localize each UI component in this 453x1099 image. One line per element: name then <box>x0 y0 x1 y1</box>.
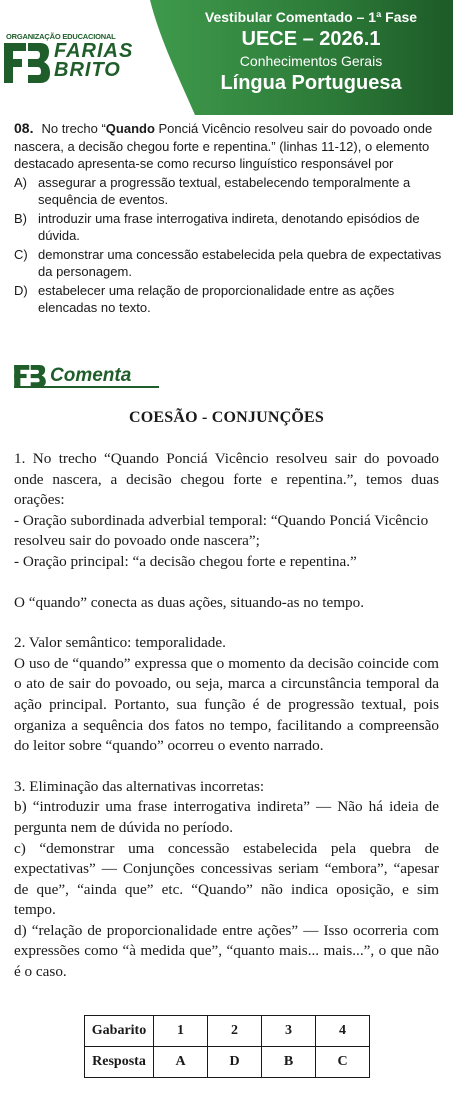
stem-post: Ponciá Vicêncio resolveu sair do povoado onde nascera, a decisão chegou forte e repentina.” (linhas 11-12), o elemento destacado apresenta-se como recurso linguístico responsável por <box>14 121 433 171</box>
exam-edition: UECE – 2026.1 <box>241 28 381 50</box>
commentary-paragraph: O uso de “quando” expressa que o momento da decisão coincide com o ato de sair do povoado, ou seja, marca a circunstância temporal da ação principal. Portanto, sua função é de progressão textual, pois organiza a sequência dos fatos no tempo, facilitando a compreensão do leitor sobre “quando” ocorreu o evento narrado. <box>14 654 439 755</box>
commentary-item: b) “introduzir uma frase interrogativa indireta” — Não há ideia de pergunta nem de dúvida no período. <box>14 798 439 836</box>
table-cell: 1 <box>154 1016 208 1047</box>
comenta-label: Comenta <box>50 365 132 386</box>
stem-highlight: Quando <box>105 121 155 136</box>
alternative-d <box>14 282 444 317</box>
alternative-text: demonstrar uma concessão estabelecida pela quebra de expectativas da personagem. <box>38 246 442 279</box>
commentary-title: COESÃO - CONJUNÇÕES <box>129 409 324 426</box>
question-stem <box>14 120 444 173</box>
answer-table <box>84 1015 370 1078</box>
alternative-c <box>14 246 444 281</box>
logo-name-line1: FARIAS <box>54 40 134 62</box>
commentary-item: c) “demonstrar uma concessão estabelecida pela quebra de expectativas” — Conjunções concessivas seriam “embora”, “apesar de que”, “ainda que” etc. “Quando” não indica oposição, e sim tempo. <box>14 839 439 919</box>
exam-title: Vestibular Comentado – 1ª Fase <box>204 9 418 25</box>
commentary-bullet: - Oração subordinada adverbial temporal: “Quando Ponciá Vicêncio resolveu sair do povoado onde nascera”; <box>14 511 429 550</box>
question-number: 08. <box>14 120 34 136</box>
table-cell: D <box>208 1047 262 1078</box>
alternative-b <box>14 210 444 245</box>
farias-brito-logo <box>4 30 134 86</box>
exam-subject: Língua Portuguesa <box>220 72 402 94</box>
comenta-underline <box>14 386 159 388</box>
table-cell: B <box>262 1047 316 1078</box>
commentary-paragraph: 1. No trecho “Quando Ponciá Vicêncio resolveu sair do povoado onde nascera, a decisão chegou forte e repentina.”, temos duas orações: <box>14 450 439 509</box>
table-cell: A <box>154 1047 208 1078</box>
table-cell: 2 <box>208 1016 262 1047</box>
commentary-body <box>14 449 439 983</box>
alternative-letter: A) <box>14 174 27 190</box>
header-titles <box>181 8 441 96</box>
table-row <box>85 1047 370 1078</box>
alternative-letter: D) <box>14 282 28 298</box>
commentary-paragraph: O “quando” conecta as duas ações, situando-as no tempo. <box>14 593 365 611</box>
commentary-heading: 2. Valor semântico: temporalidade. <box>14 634 226 652</box>
comenta-banner <box>14 364 159 388</box>
alternative-letter: B) <box>14 210 27 226</box>
fb-monogram-icon <box>14 365 46 387</box>
question-block <box>14 120 444 317</box>
commentary-bullet: - Oração principal: “a decisão chegou forte e repentina.” <box>14 552 357 570</box>
logo-org-label: ORGANIZAÇÃO EDUCACIONAL <box>6 32 116 41</box>
alternative-text: introduzir uma frase interrogativa indireta, denotando episódios de dúvida. <box>38 210 420 243</box>
logo-name-line2: BRITO <box>54 59 121 81</box>
table-header-cell: Resposta <box>85 1047 154 1078</box>
exam-section: Conhecimentos Gerais <box>239 53 383 69</box>
fb-monogram-icon <box>4 43 50 83</box>
stem-pre: No trecho “ <box>41 121 106 136</box>
alternative-text: assegurar a progressão textual, estabelecendo temporalmente a sequência de eventos. <box>38 174 411 207</box>
table-cell: 4 <box>316 1016 370 1047</box>
alternative-a <box>14 174 444 209</box>
table-header-cell: Gabarito <box>85 1016 154 1047</box>
commentary-heading: 3. Eliminação das alternativas incorretas: <box>14 777 265 795</box>
table-cell: C <box>316 1047 370 1078</box>
table-row <box>85 1016 370 1047</box>
alternative-text: estabelecer uma relação de proporcionalidade entre as ações elencadas no texto. <box>38 282 395 315</box>
table-cell: 3 <box>262 1016 316 1047</box>
alternative-letter: C) <box>14 246 28 262</box>
commentary-item: d) “relação de proporcionalidade entre ações” — Isso ocorreria com expressões como “à medida que”, “quanto mais... mais...”, o que não é o caso. <box>14 921 439 981</box>
page-header <box>0 0 453 115</box>
